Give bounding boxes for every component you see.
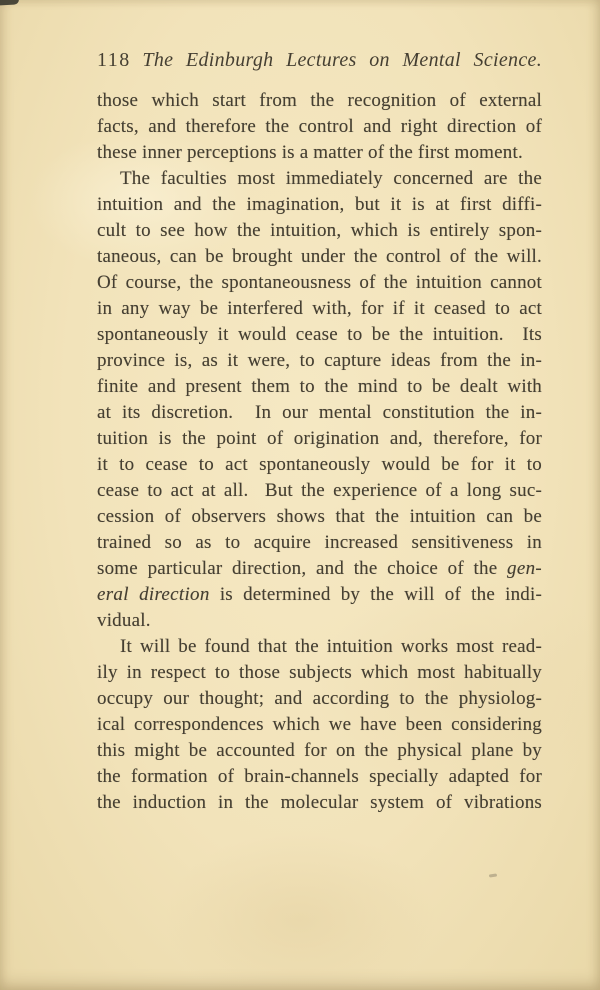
text-segment: occupy our thought; and according to the physiolog-: [97, 688, 542, 709]
page-header: [97, 49, 542, 72]
text-segment: ical correspondences which we have been considering: [97, 714, 542, 735]
text-segment: the induction in the molecular system of vibrations: [97, 792, 542, 813]
text-segment: tuition is the point of origination and, therefore, for: [97, 428, 542, 449]
text-line: [97, 530, 542, 556]
text-line: [97, 400, 542, 426]
text-line: [97, 114, 542, 140]
text-segment: at its discretion. In our mental constitution the in-: [97, 402, 542, 423]
text-segment: in any way be interfered with, for if it ceased to act: [97, 298, 542, 319]
text-line: [97, 478, 542, 504]
text-line: [97, 218, 542, 244]
text-line: [97, 192, 542, 218]
text-line: [97, 374, 542, 400]
text-line: [97, 556, 542, 582]
text-segment: cease to act at all. But the experience of a long suc-: [97, 480, 542, 501]
text-line: [97, 738, 542, 764]
text-line: [97, 764, 542, 790]
italic-text-segment: gen-: [507, 558, 542, 579]
text-segment: this might be accounted for on the physical plane by: [97, 740, 542, 761]
text-segment: taneous, can be brought under the control of the will.: [97, 246, 542, 267]
text-segment: cession of observers shows that the intuition can be: [97, 506, 542, 527]
text-line: [97, 348, 542, 374]
body-text: [97, 88, 542, 816]
text-line: [97, 504, 542, 530]
text-line: [97, 166, 542, 192]
text-segment: vidual.: [97, 610, 151, 631]
text-segment: It will be found that the intuition works most read-: [120, 636, 542, 657]
text-line: [97, 88, 542, 114]
text-segment: ily in respect to those subjects which most habitually: [97, 662, 542, 683]
text-segment: those which start from the recognition of external: [97, 90, 542, 111]
text-segment: is determined by the will of the indi-: [209, 584, 542, 605]
text-line: [97, 634, 542, 660]
text-segment: finite and present them to the mind to be dealt with: [97, 376, 542, 397]
running-title: The Edinburgh Lectures on Mental Science.: [142, 49, 542, 71]
text-line: [97, 140, 542, 166]
italic-text-segment: eral direction: [97, 584, 210, 605]
text-segment: spontaneously it would cease to be the intuition. Its: [97, 324, 542, 345]
text-segment: facts, and therefore the control and right direction of: [97, 116, 542, 137]
text-segment: province is, as it were, to capture ideas from the in-: [97, 350, 542, 371]
text-line: [97, 608, 542, 634]
text-segment: intuition and the imagination, but it is at first diffi-: [97, 194, 542, 215]
text-segment: it to cease to act spontaneously would be for it to: [97, 454, 542, 475]
text-line: [97, 452, 542, 478]
text-line: [97, 790, 542, 816]
text-segment: trained so as to acquire increased sensitiveness in: [97, 532, 542, 553]
text-line: [97, 660, 542, 686]
text-line: [97, 270, 542, 296]
scan-corner-artifact: [0, 0, 19, 6]
page-number: 118: [97, 49, 131, 71]
text-line: [97, 322, 542, 348]
text-line: [97, 712, 542, 738]
scan-speck: [489, 873, 497, 877]
text-line: [97, 582, 542, 608]
text-segment: these inner perceptions is a matter of the first moment.: [97, 142, 523, 163]
text-segment: The faculties most immediately concerned are the: [120, 168, 542, 189]
text-line: [97, 686, 542, 712]
text-line: [97, 296, 542, 322]
text-segment: some particular direction, and the choice of the: [97, 558, 508, 579]
text-segment: Of course, the spontaneousness of the intuition cannot: [97, 272, 542, 293]
text-segment: the formation of brain-channels specially adapted for: [97, 766, 542, 787]
text-segment: cult to see how the intuition, which is entirely spon-: [97, 220, 542, 241]
text-line: [97, 426, 542, 452]
text-line: [97, 244, 542, 270]
